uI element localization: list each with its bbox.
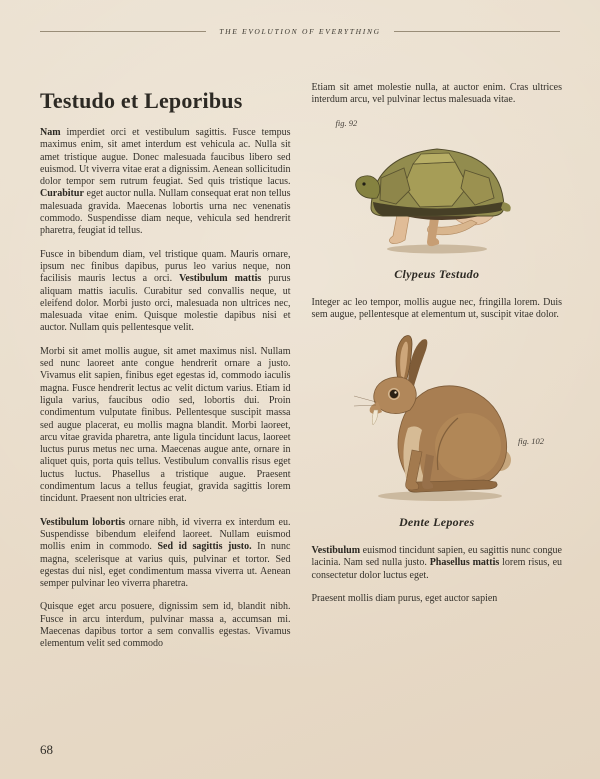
paragraph: Vestibulum lobortis ornare nibh, id viverra ex interdum eu. Suspendisse bibendum eleifend laoreet. Nullam euismod mollis enim in commodo. Sed id sagittis justo. In nunc magna, scelerisque at varius quis, pulvinar et tortor. Sed egestas dui nisl, eget condimentum massa viverra ut. Aenean semper pulvinar leo viverra pharetra.: [40, 516, 291, 590]
paragraph: Praesent mollis diam purus, eget auctor sapien: [311, 593, 498, 605]
rabbit-whiskers: [354, 396, 376, 406]
header-rule-right: [394, 31, 560, 32]
paragraph: Quisque eget arcu posuere, dignissim sem id, blandit nibh. Fusce in arcu interdum, pulvinar massa a, accumsan mi. Maecenas dapibus tortor a sem convallis egestas. Vivamus elementum velit sed commodo: [40, 601, 291, 650]
figure-number-label: fig. 102: [518, 436, 544, 447]
page-number: 68: [40, 742, 53, 757]
turtle-figure: [312, 118, 563, 282]
rabbit-haunch: [435, 413, 501, 479]
running-header-title: THE EVOLUTION OF EVERYTHING: [219, 27, 381, 36]
article-title: Testudo et Leporibus: [40, 88, 243, 113]
header-rule-left: [40, 31, 206, 32]
rabbit-shadow: [378, 491, 502, 501]
rabbit-figure: [312, 332, 563, 530]
paragraph: Morbi sit amet mollis augue, sit amet maximus nisl. Nullam sed nunc laoreet ante congue hendrerit ornare a justo. Vivamus elit sapien, finibus eget egestas id, commodo iaculis magna. Fusce hendrerit lectus ac velit dictum varius. Etiam id ligula varius, faucibus odio sed, lobortis dui. Proin condimentum vulputate finibus. Pellentesque suscipit massa sed augue placerat, eu mollis magna blandit. Morbi laoreet, arcu vitae gravida pharetra, ante ligula tincidunt lacus, laoreet luctus purus metus nec urna. Maecenas augue ante, ornare in aliquet quis, porta quis tellus. Vestibulum convallis risus eget luctus luctus. Phasellus a tristique augue. Praesent condimentum lacus a tellus feugiat, gravida sagittis lorem tincidunt. Praesent non ultricies erat.: [40, 345, 291, 505]
turtle-shell: [371, 149, 504, 216]
rabbit-eye: [388, 389, 399, 400]
paragraph: Vestibulum euismod tincidunt sapien, eu sagittis nunc congue lacinia. Nam sed nulla justo. Phasellus mattis lorem risus, eu consectetur dolor luctus eget.: [311, 545, 563, 581]
left-column: [40, 82, 291, 662]
rabbit-illustration: [342, 332, 532, 504]
figure-number-label: fig. 92: [335, 117, 358, 128]
paragraph: Nam imperdiet orci et vestibulum sagittis. Fusce tempus maximus enim, sit amet interdum est vehicula ac. Nulla sit amet tristique augue. Donec malesuada faucibus libero sed euismod. Ut viverra vitae erat a dignissim. Aenean sollicitudin dolor tempor sem rutrum feugiat. Sed quis tristique lacus. Curabitur eget auctor nulla. Nullam consequat erat non tellus malesuada gravida. Maecenas lobortis urna nec venenatis commodo. Suspendisse diam neque, vehicula sed hendrerit pharetra, feugiat id tellus.: [40, 127, 291, 237]
rabbit-hind-foot: [407, 480, 496, 492]
page-content: [40, 82, 562, 662]
turtle-illustration: [347, 118, 527, 256]
turtle-head: [355, 175, 379, 198]
figure-caption: Dente Lepores: [398, 515, 475, 530]
figure-caption: Clypeus Testudo: [394, 266, 480, 281]
turtle-shadow: [387, 244, 487, 253]
paragraph: Fusce in bibendum diam, vel tristique quam. Mauris ornare, ipsum nec finibus dapibus, purus leo varius neque, non facilisis mauris lectus a orci. Vestibulum mattis purus aliquam mattis iaculis. Curabitur sed convallis neque, ut eleifend dolor. Morbi justo orci, malesuada non ultrices nec, malesuada vitae enim. Quisque molestie dapibus nisi et auctor. Nullam quis pellentesque velit.: [40, 248, 291, 334]
paragraph: Etiam sit amet molestie nulla, at auctor enim. Cras ultrices interdum arcu, vel pulvinar lectus malesuada vitae.: [311, 82, 562, 106]
paragraph: Integer ac leo tempor, mollis augue nec, fringilla lorem. Duis sem augue, pellentesque at elementum ut, suscipit vitae dolor.: [311, 296, 562, 320]
running-header: [40, 27, 560, 36]
right-column: [312, 82, 563, 662]
